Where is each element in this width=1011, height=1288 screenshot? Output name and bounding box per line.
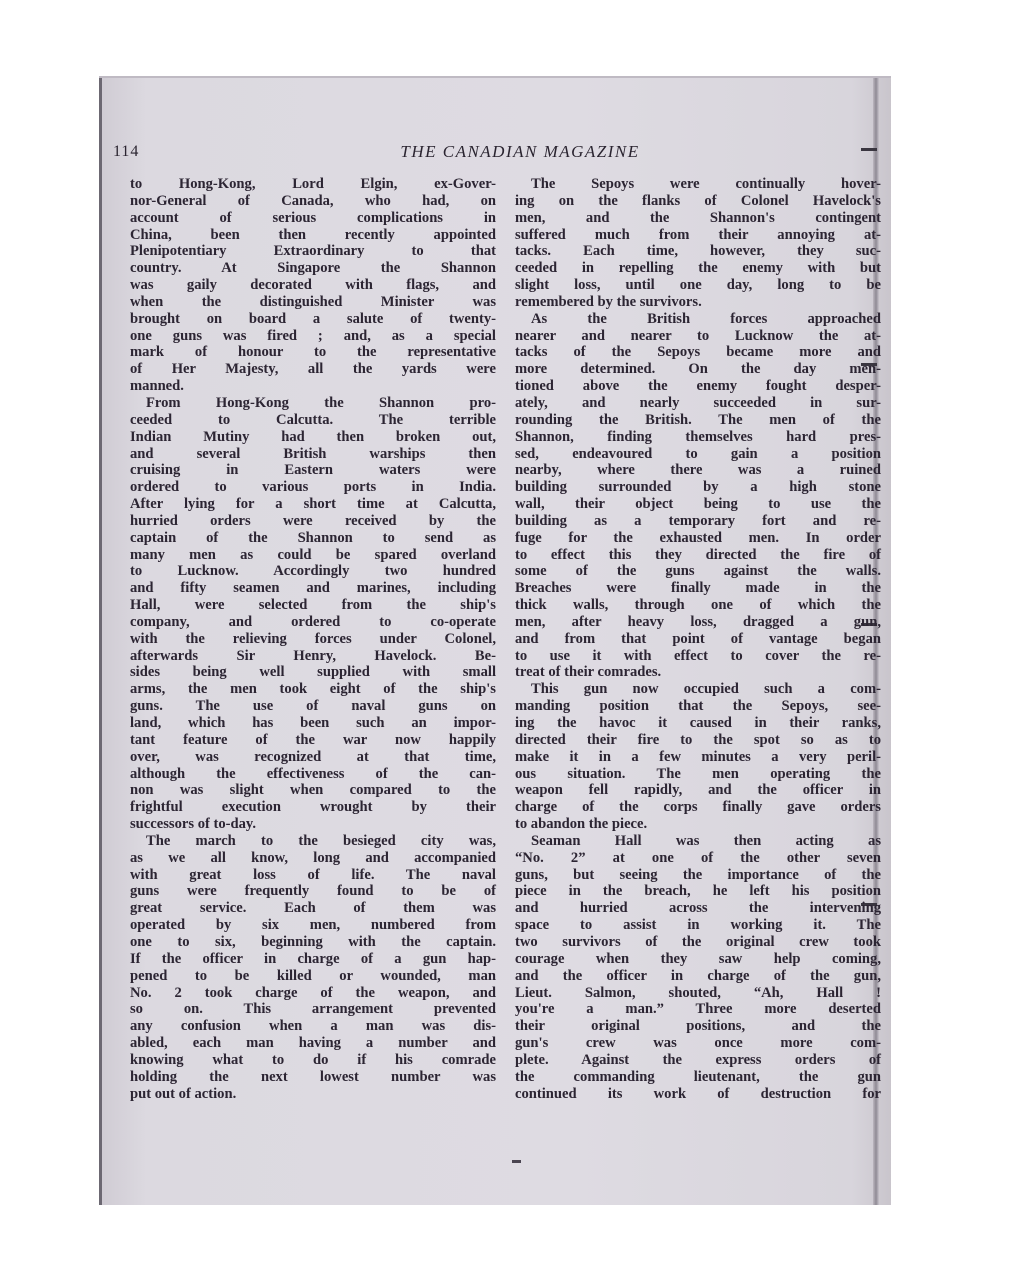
text-line: ous situation. The men operating the bbox=[515, 765, 881, 782]
text-line: put out of action. bbox=[130, 1085, 237, 1102]
text-line: two survivors of the original crew took bbox=[515, 933, 881, 950]
text-line: thick walls, through one of which the bbox=[515, 597, 881, 614]
text-line: men, and the Shannon's contingent bbox=[515, 209, 881, 226]
text-line: nearer and nearer to Lucknow the at- bbox=[515, 327, 881, 344]
text-line: was gaily decorated with flags, and bbox=[130, 277, 496, 294]
text-line: After lying for a short time at Calcutta, bbox=[130, 496, 496, 513]
page-number: 114 bbox=[113, 143, 140, 160]
text-line: tant feature of the war now happily bbox=[130, 731, 496, 748]
text-line: abled, each man having a number and bbox=[130, 1035, 496, 1052]
text-line: China, been then recently appointed bbox=[130, 226, 496, 243]
text-line: weapon fell rapidly, and the officer in bbox=[515, 782, 881, 799]
text-line: charge of the corps finally gave orders bbox=[515, 799, 881, 816]
text-column-left bbox=[130, 176, 496, 1102]
text-line: and from that point of vantage began bbox=[515, 630, 881, 647]
text-line: frightful execution wrought by their bbox=[130, 799, 496, 816]
text-line: courage when they saw help coming, bbox=[515, 950, 881, 967]
text-line: mark of honour to the representative bbox=[130, 344, 496, 361]
text-line: although the effectiveness of the can- bbox=[130, 765, 496, 782]
text-line: and fifty seamen and marines, including bbox=[130, 580, 496, 597]
text-line: as we all know, long and accompanied bbox=[130, 849, 496, 866]
text-line: ately, and nearly succeeded in sur- bbox=[515, 394, 881, 411]
text-line: nor-General of Canada, who had, on bbox=[130, 192, 496, 209]
text-line: From Hong-Kong the Shannon pro- bbox=[146, 394, 496, 411]
text-line: operated by six men, numbered from bbox=[130, 917, 496, 934]
text-line: manding position that the Sepoys, see- bbox=[515, 698, 881, 715]
text-line: nearby, where there was a ruined bbox=[515, 462, 881, 479]
text-line: men, after heavy loss, dragged a gun, bbox=[515, 613, 881, 630]
paragraph bbox=[515, 681, 881, 833]
text-line: tacks. Each time, however, they suc- bbox=[515, 243, 881, 260]
text-line: ordered to various ports in India. bbox=[130, 479, 496, 496]
text-line: and hurried across the intervening bbox=[515, 900, 881, 917]
text-line: space to assist in working it. The bbox=[515, 917, 881, 934]
text-line: directed their fire to the spot so as to bbox=[515, 731, 881, 748]
text-line: ceeded to Calcutta. The terrible bbox=[130, 411, 496, 428]
text-line: so on. This arrangement prevented bbox=[130, 1001, 496, 1018]
text-line: to Hong-Kong, Lord Elgin, ex-Gover- bbox=[130, 176, 496, 192]
text-line: gun's crew was once more com- bbox=[515, 1035, 881, 1052]
text-column-right bbox=[515, 176, 881, 1102]
text-line: wall, their object being to use the bbox=[515, 496, 881, 513]
text-line: The march to the besieged city was, bbox=[146, 832, 496, 849]
text-line: arms, the men took eight of the ship's bbox=[130, 681, 496, 698]
text-line: Breaches were finally made in the bbox=[515, 580, 881, 597]
text-line: guns, but seeing the importance of the bbox=[515, 866, 881, 883]
text-line: you're a man.” Three more deserted bbox=[515, 1001, 881, 1018]
text-line: land, which has been such an impor- bbox=[130, 715, 496, 731]
text-line: “No. 2” at one of the other seven bbox=[515, 849, 881, 866]
text-line: many men as could be spared overland bbox=[130, 546, 496, 563]
text-line: No. 2 took charge of the weapon, and bbox=[130, 984, 496, 1001]
text-line: guns. The use of naval guns on bbox=[130, 698, 496, 715]
text-line: to abandon the piece. bbox=[515, 816, 648, 833]
text-line: account of serious complications in bbox=[130, 209, 496, 226]
text-line: company, and ordered to co-operate bbox=[130, 613, 496, 630]
text-line: Lieut. Salmon, shouted, “Ah, Hall ! bbox=[515, 984, 881, 1001]
text-line: Hall, were selected from the ship's bbox=[130, 597, 496, 614]
text-line: guns were frequently found to be of bbox=[130, 883, 496, 900]
paragraph bbox=[130, 833, 496, 1103]
text-line: ing on the flanks of Colonel Havelock's bbox=[515, 192, 881, 209]
text-line: with the relieving forces under Colonel, bbox=[130, 630, 496, 647]
text-line: one guns was fired ; and, as a special bbox=[130, 327, 496, 344]
paragraph bbox=[515, 311, 881, 682]
text-line: tacks of the Sepoys became more and bbox=[515, 344, 881, 361]
text-line: when the distinguished Minister was bbox=[130, 293, 496, 310]
text-line: to Lucknow. Accordingly two hundred bbox=[130, 563, 496, 580]
text-line: country. At Singapore the Shannon bbox=[130, 260, 496, 277]
text-line: suffered much from their annoying at- bbox=[515, 226, 881, 243]
text-line: sed, endeavoured to gain a position bbox=[515, 445, 881, 462]
text-line: slight loss, until one day, long to be bbox=[515, 277, 881, 294]
text-line: the commanding lieutenant, the gun bbox=[515, 1068, 881, 1085]
text-line: Seaman Hall was then acting as bbox=[531, 832, 881, 849]
text-line: building surrounded by a high stone bbox=[515, 479, 881, 496]
text-line: remembered by the survivors. bbox=[515, 293, 702, 310]
text-line: pened to be killed or wounded, man bbox=[130, 967, 496, 984]
text-line: of Her Majesty, all the yards were bbox=[130, 361, 496, 378]
paragraph bbox=[515, 176, 881, 311]
text-line: If the officer in charge of a gun hap- bbox=[130, 950, 496, 967]
text-line: piece in the breach, he left his position bbox=[515, 883, 881, 900]
text-line: with great loss of life. The naval bbox=[130, 866, 496, 883]
text-line: As the British forces approached bbox=[531, 310, 881, 327]
paragraph bbox=[130, 395, 496, 833]
text-line: building as a temporary fort and re- bbox=[515, 512, 881, 529]
text-line: rounding the British. The men of the bbox=[515, 411, 881, 428]
running-title: THE CANADIAN MAGAZINE bbox=[400, 142, 640, 161]
text-line: treat of their comrades. bbox=[515, 664, 662, 681]
text-line: tioned above the enemy fought desper- bbox=[515, 378, 881, 395]
text-line: and the officer in charge of the gun, bbox=[515, 967, 881, 984]
text-line: This gun now occupied such a com- bbox=[531, 681, 881, 698]
text-line: continued its work of destruction for bbox=[515, 1085, 881, 1102]
text-line: to use it with effect to cover the re- bbox=[515, 647, 881, 664]
binding-mark bbox=[861, 148, 877, 151]
paragraph bbox=[515, 833, 881, 1103]
text-line: holding the next lowest number was bbox=[130, 1068, 496, 1085]
text-line: cruising in Eastern waters were bbox=[130, 462, 496, 479]
text-line: some of the guns against the walls. bbox=[515, 563, 881, 580]
paragraph bbox=[130, 176, 496, 395]
text-line: brought on board a salute of twenty- bbox=[130, 310, 496, 327]
text-line: Indian Mutiny had then broken out, bbox=[130, 428, 496, 445]
text-line: captain of the Shannon to send as bbox=[130, 529, 496, 546]
text-line: more determined. On the day men- bbox=[515, 361, 881, 378]
text-line: knowing what to do if his comrade bbox=[130, 1051, 496, 1068]
text-line: to effect this they directed the fire of bbox=[515, 546, 881, 563]
text-line: and several British warships then bbox=[130, 445, 496, 462]
text-line: ing the havoc it caused in their ranks, bbox=[515, 715, 881, 731]
text-line: any confusion when a man was dis- bbox=[130, 1018, 496, 1035]
text-line: great service. Each of them was bbox=[130, 900, 496, 917]
page-dash bbox=[512, 1160, 521, 1163]
text-line: ceeded in repelling the enemy with but bbox=[515, 260, 881, 277]
text-line: Shannon, finding themselves hard pres- bbox=[515, 428, 881, 445]
text-line: The Sepoys were continually hover- bbox=[531, 176, 881, 192]
text-line: non was slight when compared to the bbox=[130, 782, 496, 799]
text-line: their original positions, and the bbox=[515, 1018, 881, 1035]
text-line: hurried orders were received by the bbox=[130, 512, 496, 529]
text-line: afterwards Sir Henry, Havelock. Be- bbox=[130, 647, 496, 664]
text-line: Plenipotentiary Extraordinary to that bbox=[130, 243, 496, 260]
text-line: sides being well supplied with small bbox=[130, 664, 496, 681]
text-line: fuge for the exhausted men. In order bbox=[515, 529, 881, 546]
text-line: make it in a few minutes a very peril- bbox=[515, 748, 881, 765]
text-line: manned. bbox=[130, 378, 184, 395]
text-line: one to six, beginning with the captain. bbox=[130, 933, 496, 950]
text-line: over, was recognized at that time, bbox=[130, 748, 496, 765]
text-line: successors of to-day. bbox=[130, 816, 257, 833]
text-line: plete. Against the express orders of bbox=[515, 1051, 881, 1068]
